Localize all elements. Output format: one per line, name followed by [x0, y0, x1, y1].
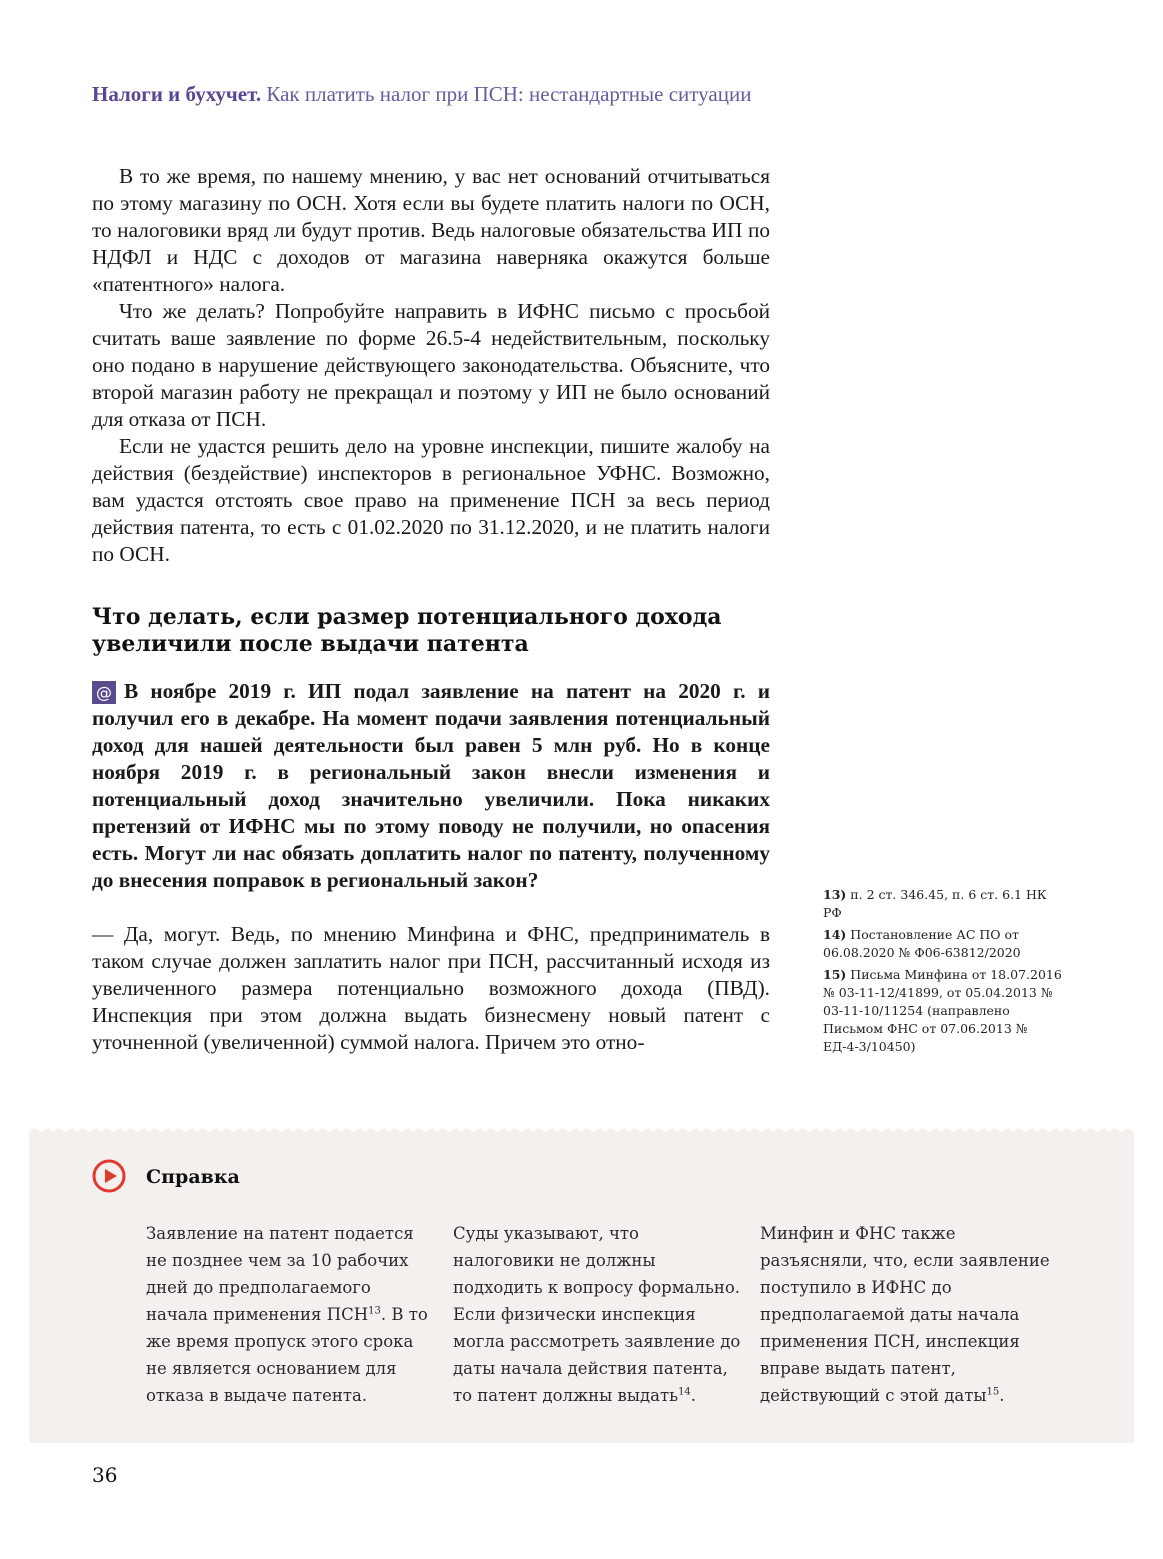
footnote-15: [823, 966, 1063, 1056]
reference-column-2: [453, 1220, 743, 1409]
header-section: Налоги и бухучет.: [92, 82, 262, 106]
answer-text: — Да, могут. Ведь, по мнению Минфина и ФНС, предприниматель в таком случае должен заплатить налог при ПСН, рассчитанный исходя из увеличенного размера потенциально возможного дохода (ПВД). Инспекция при этом должна выдать бизнесмену новый патент с уточненной (увеличенной) суммой налога. Причем это отно-: [92, 922, 770, 1054]
column-text-cont: .: [690, 1386, 697, 1405]
page-number: 36: [92, 1463, 118, 1487]
question-block: [92, 678, 770, 894]
question-text: В ноябре 2019 г. ИП подал заявление на патент на 2020 г. и получил его в декабре. На момент подачи заявления потенциальный доход для нашей деятельности был равен 5 млн руб. Но в конце ноября 2019 г. в региональный закон внесли изменения и потенциальный доход значительно увеличили. Пока никаких претензий от ИФНС мы по этому поводу не получили, но опасения есть. Могут ли нас обязать доплатить налог по патенту, полученному до внесения поправок в региональный закон?: [92, 679, 770, 892]
footnote-number: 13): [823, 887, 847, 902]
footnote-13: [823, 886, 1063, 922]
footnote-number: 14): [823, 927, 847, 942]
footnote-number: 15): [823, 967, 847, 982]
footnote-ref: 13: [368, 1305, 381, 1317]
footnote-14: [823, 926, 1063, 962]
reference-title: Справка: [146, 1166, 240, 1188]
column-text-cont: . В то же время пропуск этого срока не является основанием для отказа в выдаче патента.: [146, 1305, 428, 1405]
footnotes: [823, 886, 1063, 1060]
footnote-ref: 14: [678, 1386, 691, 1398]
paragraph: В то же время, по нашему мнению, у вас нет оснований отчитываться по этому магазину по ОСН. Хотя если вы будете платить налоги по ОСН, то налоговики вряд ли будут против. Ведь налоговые обязательства ИП по НДФЛ и НДС с доходов от магазина наверняка окажутся больше «патентного» налога.: [92, 164, 770, 296]
footnote-ref: 15: [986, 1386, 1000, 1398]
play-circle-icon: [92, 1159, 126, 1193]
section-heading: Что делать, если размер потенциального дохода увеличили после выдачи патента: [92, 604, 722, 657]
footnote-text: Постановление АС ПО от 06.08.2020 № Ф06-63812/2020: [823, 927, 1021, 960]
column-text: Заявление на патент подается не позднее чем за 10 рабочих дней до предполагаемого начала применения ПСН: [146, 1224, 414, 1324]
column-text: Суды указывают, что налоговики не должны подходить к вопросу формально. Если физически инспекция могла рассмотреть заявление до даты начала действия патента, то патент должны выдать: [453, 1224, 741, 1405]
running-header: [92, 82, 751, 107]
header-title: Как платить налог при ПСН: нестандартные ситуации: [266, 82, 752, 106]
footnote-text: Письма Минфина от 18.07.2016 № 03-11-12/41899, от 05.04.2013 № 03-11-10/11254 (направлено Письмом ФНС от 07.06.2013 № ЕД-4-3/10450): [823, 967, 1062, 1054]
scalloped-edge: [29, 1126, 1134, 1134]
footnote-text: п. 2 ст. 346.45, п. 6 ст. 6.1 НК РФ: [823, 887, 1047, 920]
paragraph: Если не удастся решить дело на уровне инспекции, пишите жалобу на действия (бездействие) инспекторов в региональное УФНС. Возможно, вам удастся отстоять свое право на применение ПСН за весь период действия патента, то есть с 01.02.2020 по 31.12.2020, и не платить налоги по ОСН.: [92, 434, 770, 566]
paragraph: Что же делать? Попробуйте направить в ИФНС письмо с просьбой считать ваше заявление по форме 26.5-4 недействительным, поскольку оно подано в нарушение действующего законодательства. Объясните, что второй магазин работу не прекращал и поэтому у ИП не было оснований для отказа от ПСН.: [92, 299, 770, 431]
column-text: Минфин и ФНС также разъясняли, что, если заявление поступило в ИФНС до предполагаемой даты начала применения ПСН, инспекция вправе выдать патент, действующий с этой даты: [760, 1224, 1050, 1405]
reference-column-1: [146, 1220, 436, 1409]
reference-box: [29, 1132, 1134, 1443]
reference-column-3: [760, 1220, 1050, 1409]
main-text: [92, 163, 770, 568]
column-text-cont: .: [999, 1386, 1005, 1405]
at-icon: @: [92, 681, 116, 704]
